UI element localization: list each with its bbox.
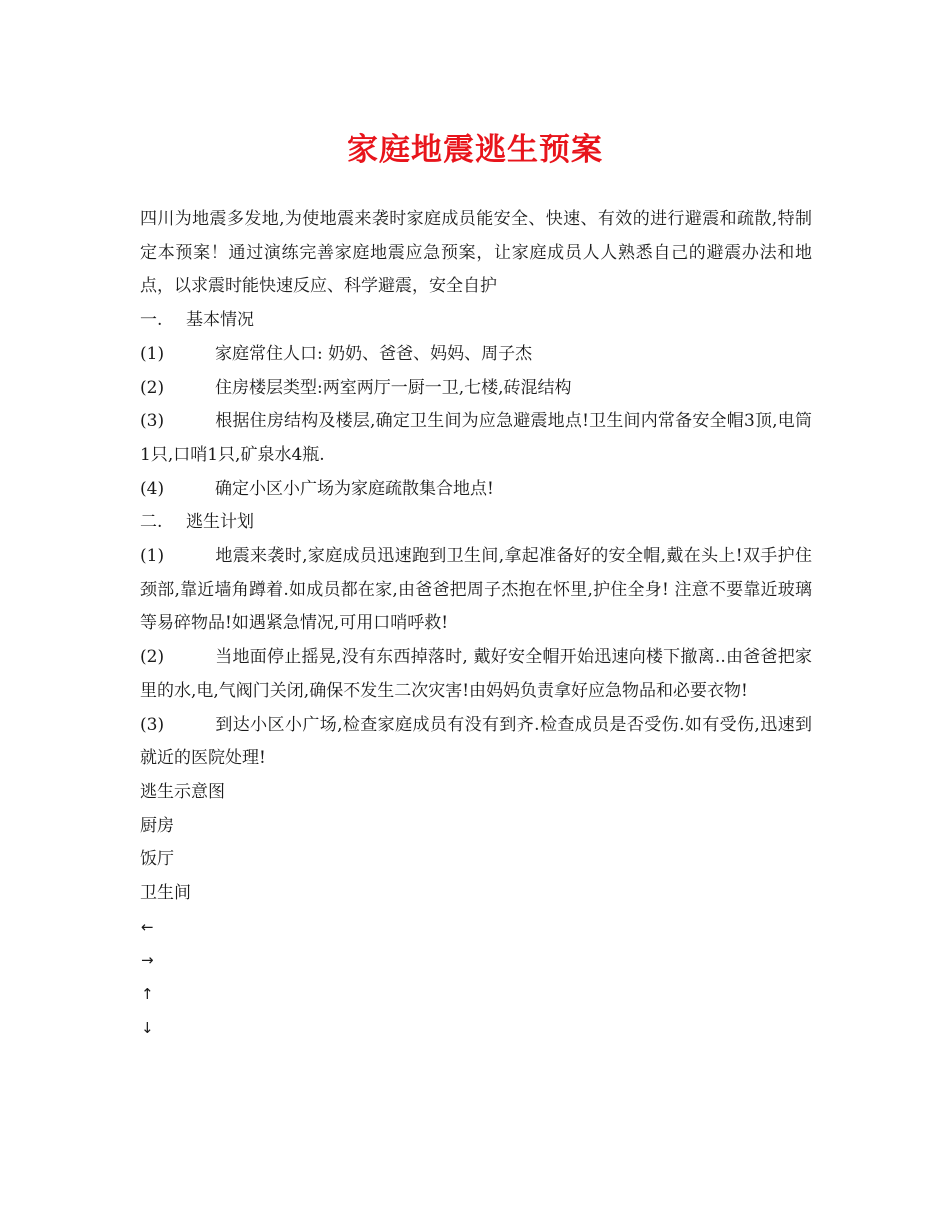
item-number: (1)	[140, 546, 165, 567]
list-item	[140, 473, 812, 507]
list-item	[140, 372, 812, 406]
diagram-heading: 逃生示意图	[140, 781, 225, 802]
room-label-kitchen: 厨房	[140, 815, 174, 836]
document-title: 家庭地震逃生预案	[347, 132, 603, 168]
arrow-up-icon: ↑	[141, 985, 154, 1004]
item-number: (3)	[140, 714, 165, 735]
document-body	[140, 203, 812, 1046]
item-number: (4)	[140, 478, 165, 499]
intro-paragraph: 四川为地震多发地,为使地震来袭时家庭成员能安全、快速、有效的进行避震和疏散,特制定本预案！通过演练完善家庭地震应急预案，让家庭成员人人熟悉自己的避震办法和地点，以求震时能快速反应、科学避震，安全自护	[140, 209, 812, 297]
list-item	[140, 405, 812, 472]
section-heading-basic	[140, 304, 812, 338]
section-heading-plan	[140, 506, 812, 540]
item-number: (2)	[140, 377, 165, 398]
room-label-bathroom: 卫生间	[140, 883, 191, 904]
list-item	[140, 709, 812, 776]
section-title: 逃生计划	[186, 512, 254, 533]
room-label-dining: 饭厅	[140, 849, 174, 870]
item-number: (3)	[140, 411, 165, 432]
arrow-left-icon: ←	[141, 917, 154, 936]
item-text: 住房楼层类型:两室两厅一厨一卫,七楼,砖混结构	[215, 377, 572, 398]
section-title: 基本情况	[186, 310, 254, 331]
section-number: 一.	[140, 310, 163, 331]
list-item	[140, 338, 812, 372]
item-text: 家庭常住人口: 奶奶、爸爸、妈妈、周子杰	[215, 343, 533, 364]
list-item	[140, 540, 812, 641]
item-number: (2)	[140, 647, 165, 668]
item-text: 根据住房结构及楼层,确定卫生间为应急避震地点!卫生间内常备安全帽3顶,电筒1只,口哨1只,矿泉水4瓶.	[140, 411, 812, 465]
item-text: 到达小区小广场,检查家庭成员有没有到齐.检查成员是否受伤.如有受伤,迅速到就近的医院处理!	[140, 714, 812, 769]
item-text: 地震来袭时,家庭成员迅速跑到卫生间,拿起准备好的安全帽,戴在头上!双手护住颈部,靠近墙角蹲着.如成员都在家,由爸爸把周子杰抱在怀里,护住全身! 注意不要靠近玻璃等易碎物品!如遇紧急情况,可用口哨呼救!	[140, 546, 812, 634]
arrow-down-icon: ↓	[141, 1018, 154, 1037]
item-text: 当地面停止摇晃,没有东西掉落时, 戴好安全帽开始迅速向楼下撤离..由爸爸把家里的水,电,气阀门关闭,确保不发生二次灾害!由妈妈负责拿好应急物品和必要衣物!	[140, 647, 812, 701]
list-item	[140, 641, 812, 708]
item-text: 确定小区小广场为家庭疏散集合地点!	[215, 478, 494, 499]
arrow-right-icon: →	[141, 951, 154, 970]
item-number: (1)	[140, 343, 165, 364]
section-number: 二.	[140, 512, 163, 533]
